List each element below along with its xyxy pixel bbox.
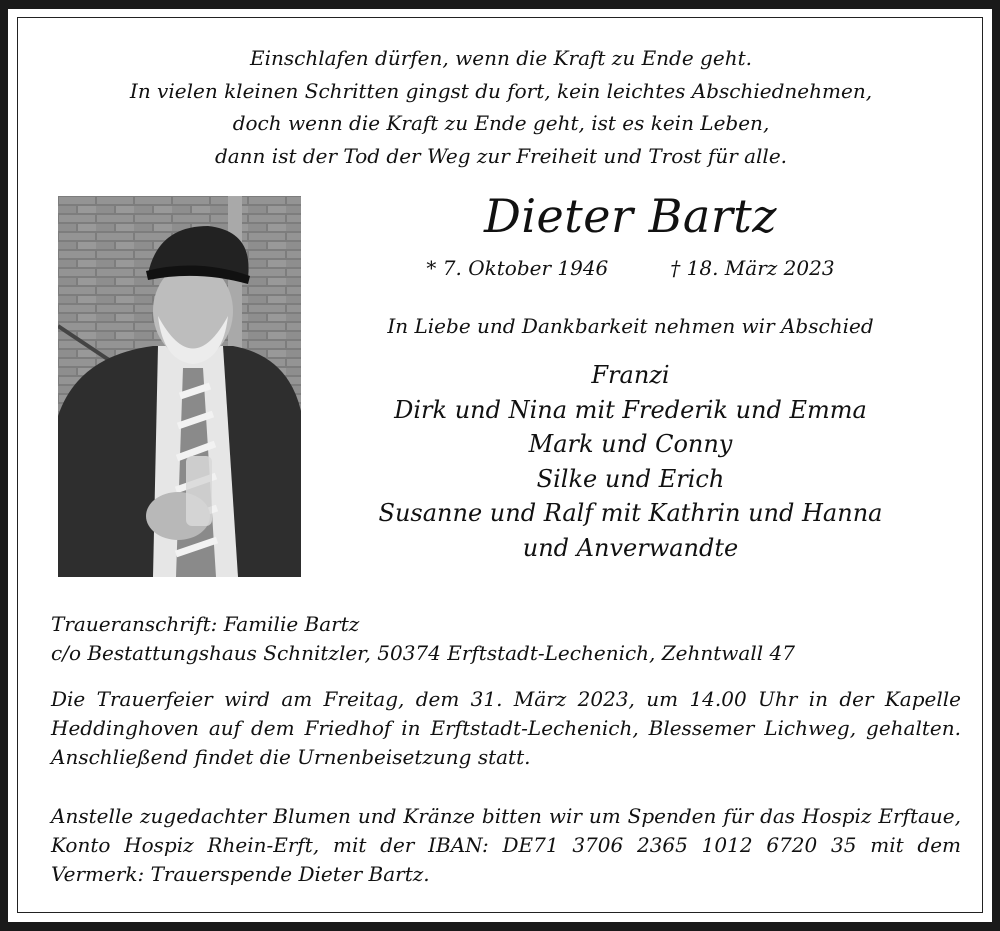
farewell-line: In Liebe und Dankbarkeit nehmen wir Abschied bbox=[387, 314, 874, 338]
obituary-border bbox=[17, 17, 983, 913]
family-member: Susanne und Ralf mit Kathrin und Hanna bbox=[378, 499, 883, 527]
life-dates bbox=[323, 254, 938, 282]
portrait-photo bbox=[58, 196, 301, 577]
mourning-address bbox=[51, 610, 961, 668]
poem-line: In vielen kleinen Schritten gingst du fort, kein leichtes Abschiednehmen, bbox=[129, 78, 873, 103]
poem-line: doch wenn die Kraft zu Ende geht, ist es kein Leben, bbox=[232, 111, 770, 135]
ceremony-paragraph: Die Trauerfeier wird am Freitag, dem 31. März 2023, um 14.00 Uhr in der Kapelle Heddinghoven auf dem Friedhof in Erftstadt-Lechenich, Blessemer Lichweg, gehalten. Anschließend findet die Urnenbeisetzung statt. bbox=[51, 687, 961, 769]
family-member: Silke und Erich bbox=[536, 464, 725, 493]
family-member: Franzi bbox=[591, 361, 670, 389]
portrait-illustration bbox=[58, 196, 301, 577]
address-line: Traueranschrift: Familie Bartz bbox=[51, 612, 360, 636]
family-member: Mark und Conny bbox=[528, 430, 733, 458]
poem-line: Einschlafen dürfen, wenn die Kraft zu Ende geht. bbox=[250, 46, 752, 70]
death-date: † 18. März 2023 bbox=[670, 256, 835, 280]
main-column bbox=[323, 186, 938, 565]
deceased-name: Dieter Bartz bbox=[483, 189, 778, 243]
poem-line: dann ist der Tod der Weg zur Freiheit und Trost für alle. bbox=[214, 143, 788, 168]
family-member: und Anverwandte bbox=[522, 533, 739, 562]
family-list bbox=[323, 358, 938, 565]
obituary-card bbox=[8, 9, 992, 922]
address-line: c/o Bestattungshaus Schnitzler, 50374 Erftstadt-Lechenich, Zehntwall 47 bbox=[51, 641, 795, 665]
donation-paragraph: Anstelle zugedachter Blumen und Kränze bitten wir um Spenden für das Hospiz Erftaue, Konto Hospiz Rhein-Erft, mit der IBAN: DE71 3706 2365 1012 6720 35 mit dem Vermerk: Trauerspende Dieter Bartz. bbox=[51, 804, 961, 886]
poem bbox=[18, 42, 984, 172]
family-member: Dirk und Nina mit Frederik und Emma bbox=[394, 395, 867, 424]
birth-date: * 7. Oktober 1946 bbox=[426, 256, 609, 280]
